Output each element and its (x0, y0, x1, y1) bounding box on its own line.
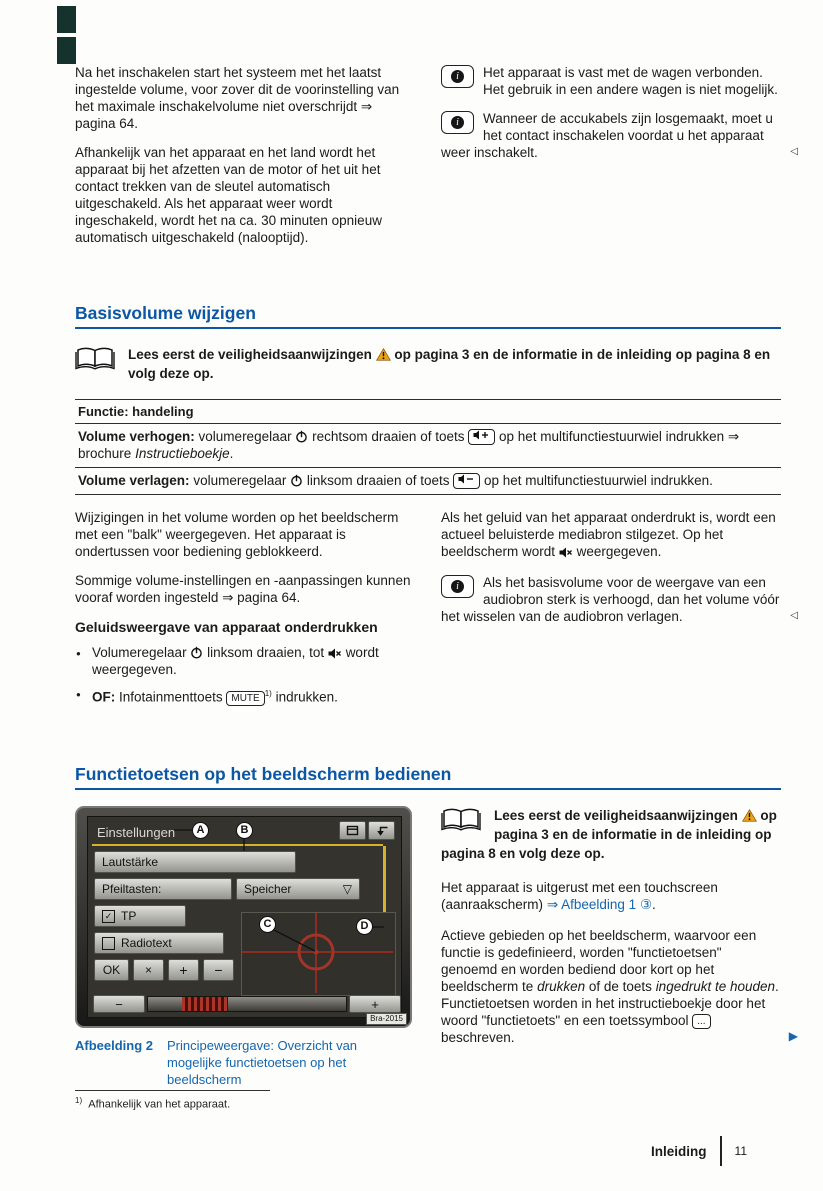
section-heading-functietoetsen: Functietoetsen op het beeldscherm bedienen (75, 764, 452, 784)
volume-down-key-icon (453, 473, 480, 489)
note-text: Het apparaat is vast met de wagen verbonden. Het gebruik in een andere wagen is niet mogelijk. (483, 65, 778, 97)
figure-button-lautstaerke: Lautstärke (94, 851, 296, 873)
figure-caption (75, 1037, 412, 1088)
warning-icon (376, 348, 391, 361)
figure-button-pfeiltasten: Pfeiltasten: (94, 878, 232, 900)
dropdown-arrow-icon: ▽ (342, 881, 352, 896)
volume-right-column (441, 509, 798, 723)
window-icon (346, 825, 359, 836)
figure-reference-link: ⇒ Afbeelding 1 ③ (546, 897, 653, 912)
figure-slider-minus: − (93, 995, 145, 1013)
paragraph: Sommige volume-instellingen en -aanpassingen kunnen vooraf worden ingesteld ⇒ pagina 64. (75, 573, 411, 605)
touch-section-columns (75, 806, 798, 1088)
checkbox-empty-icon (102, 937, 115, 950)
checkbox-checked-icon: ✓ (102, 910, 115, 923)
generic-key-symbol: ... (692, 1014, 710, 1029)
footer-section-title: Inleiding (651, 1143, 707, 1159)
heading-rule (75, 327, 781, 329)
info-icon: i (441, 575, 474, 598)
page-footer (651, 1136, 747, 1166)
screen-divider-line (92, 844, 383, 846)
info-icon: i (441, 65, 474, 88)
paragraph: Het apparaat is uitgerust met een touchscreen (aanraakscherm) ⇒ Afbeelding 1 ③. (441, 880, 718, 912)
infotainment-bezel (75, 806, 412, 1028)
figure-dropdown-speicher: Speicher ▽ (236, 878, 360, 900)
callout-c: C (259, 916, 276, 933)
footnote (75, 1090, 415, 1111)
section-end-marker: ◁ (790, 610, 798, 621)
info-note (441, 574, 798, 625)
footnote-reference: 1) (264, 689, 272, 698)
figure-checkbox-tp: ✓ TP (94, 905, 186, 927)
paragraph: Als het geluid van het apparaat onderdrukt is, wordt een actueel beluisterde mediabron stilgezet. Op het beeldscherm wordt weergegeven. (441, 510, 776, 559)
figure-button-cancel: × (133, 959, 164, 981)
back-arrow-icon (375, 825, 389, 837)
note-text: Wanneer de accukabels zijn losgemaakt, moet u het contact inschakelen voordat u het apparaat weer inschakelt. (441, 111, 773, 160)
figure-back-key (368, 821, 395, 840)
table-row-volume-down: Volume verlagen: volumeregelaar linksom draaien of toets op het multifunctiestuurwiel indrukken. (75, 468, 781, 495)
intro-left-column (75, 64, 415, 296)
figure-button-ok: OK (94, 959, 129, 981)
info-icon: i (441, 111, 474, 134)
read-first-text: Lees eerst de veiligheidsaanwijzingen op pagina 3 en de informatie in de inleiding op pagina 8 en volg deze op. (128, 347, 771, 381)
paragraph: Afhankelijk van het apparaat en het land wordt het apparaat bij het afzetten van de motor of het uit het contact trekken van de sleutel automatisch uitgeschakeld. Als het apparaat weer wordt ingeschakeld, wordt het na ca. 30 minuten opnieuw automatisch uitgeschakeld (nalooptijd). (75, 145, 382, 245)
page-edge-tab-2 (57, 37, 76, 64)
screen-title: Einstellungen (97, 825, 176, 840)
table-row-volume-up: Volume verhogen: volumeregelaar rechtsom draaien of toets op het multifunctiestuurwiel indrukken ⇒ brochure Instructieboekje. (75, 424, 781, 468)
info-note (441, 110, 798, 161)
figure-button-minus: − (203, 959, 234, 981)
figure-caption-label: Afbeelding 2 (75, 1038, 154, 1053)
warning-icon (742, 809, 757, 822)
manual-book-icon (75, 346, 115, 376)
section-end-marker: ◁ (790, 146, 798, 157)
footer-page-number: 11 (734, 1144, 747, 1158)
figure-afbeelding-2 (75, 806, 412, 1088)
mute-key: MUTE (226, 691, 264, 706)
paragraph: Wijzigingen in het volume worden op het beeldscherm met een "balk" weergegeven. Het apparaat is ondertussen voor bediening geblokkeerd. (75, 510, 399, 559)
figure-slider-plus: + (349, 995, 401, 1013)
figure-volume-slider (147, 996, 347, 1012)
continue-marker: ▶ (788, 1029, 798, 1043)
paragraph: Na het inschakelen start het systeem met het laatst ingestelde volume, voor zover dit de voorinstelling van het maximale inschakelvolume niet overschrijdt ⇒ pagina 64. (75, 65, 400, 131)
function-table (75, 399, 781, 495)
slider-level-stripes (182, 997, 228, 1011)
volume-knob-icon (190, 646, 203, 659)
intro-section (75, 64, 798, 296)
section-heading-basisvolume: Basisvolume wijzigen (75, 303, 256, 323)
volume-knob-icon (295, 430, 308, 443)
volume-left-column (75, 509, 415, 723)
subheading-geluidsweergave: Geluidsweergave van apparaat onderdrukken (75, 619, 378, 635)
paragraph: Actieve gebieden op het beeldscherm, waarvoor een functie is gedefinieerd, worden "functietoetsen" genoemd en worden bediend door kort op het beeldscherm te drukken of de toets ingedrukt te houden. Functietoetsen worden in het instructieboekje door het woord "functietoets" en een toetssymbool ... beschreven. ▶ (441, 928, 798, 1045)
heading-rule (75, 788, 781, 790)
callout-b: B (236, 822, 253, 839)
bullet-item: ● OF: Infotainmenttoets MUTE $^{1)}$ indrukken. (75, 685, 415, 706)
info-note (441, 64, 781, 98)
infotainment-screen (87, 816, 402, 1018)
read-first-text: Lees eerst de veiligheidsaanwijzingen op pagina 3 en de informatie in de inleiding op pagina 8 en volg deze op. (441, 808, 777, 861)
note-text: Als het basisvolume voor de weergave van een audiobron sterk is verhoogd, dan het volume vóór het wisselen van de audiobron verlagen. (441, 575, 780, 624)
figure-caption-text: Principeweergave: Overzicht van mogelijke functietoetsen op het beeldscherm (167, 1038, 358, 1087)
intro-right-column (441, 64, 798, 296)
figure-window-key (339, 821, 366, 840)
footnote-text-line: $^{1)}$ Afhankelijk van het apparaat. (75, 1096, 231, 1111)
figure-checkbox-radiotext: Radiotext (94, 932, 224, 954)
mute-speaker-icon (559, 547, 573, 558)
bullet-item: ● Volumeregelaar linksom draaien, tot wordt weergegeven. (75, 644, 415, 678)
callout-a: A (192, 822, 209, 839)
callout-d: D (356, 918, 373, 935)
volume-up-key-icon (468, 429, 495, 445)
figure-button-plus: + (168, 959, 199, 981)
volume-section-columns (75, 509, 798, 723)
mute-speaker-icon (328, 648, 342, 659)
manual-book-icon (441, 807, 481, 837)
touch-left-column (75, 806, 415, 1088)
table-header: Functie: handeling (75, 399, 781, 424)
footer-divider (720, 1136, 722, 1166)
figure-credit-label: Bra-2015 (366, 1013, 407, 1025)
footnote-rule (75, 1090, 270, 1091)
page-content (75, 64, 798, 1088)
page-edge-tab-1 (57, 6, 76, 33)
read-first-note (441, 806, 781, 863)
touch-right-column (441, 806, 798, 1088)
read-first-note (75, 345, 781, 383)
volume-knob-icon (290, 474, 303, 487)
